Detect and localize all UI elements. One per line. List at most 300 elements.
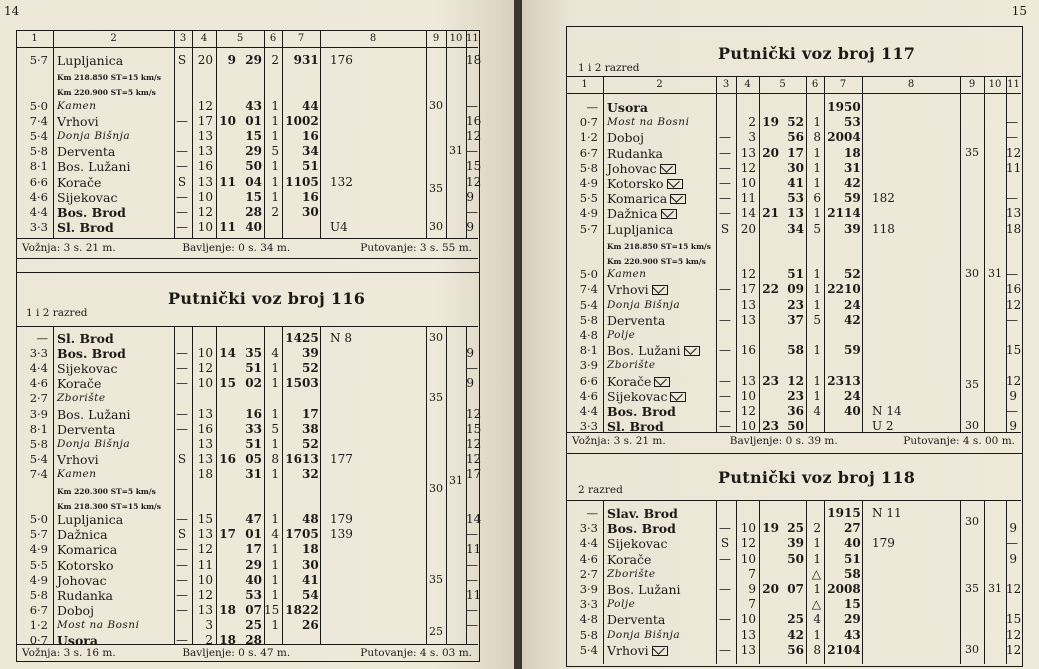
run-minutes: 7 <box>748 597 756 612</box>
departure-minutes: 44 <box>302 98 319 113</box>
arrival-minutes: 17 <box>245 542 262 557</box>
arrival-hour: 21 <box>762 206 779 221</box>
station-name: Most na Bosni <box>607 116 690 129</box>
stop-minutes: 1 <box>271 512 279 527</box>
arrival-minutes: 40 <box>245 220 262 235</box>
table-row <box>16 346 478 361</box>
km-value: 5·5 <box>579 191 598 206</box>
rule <box>16 238 478 239</box>
column-header-row <box>566 77 1021 94</box>
column-header: 4 <box>744 79 751 90</box>
column-11-value: — <box>466 98 478 113</box>
km-value: 0·7 <box>579 115 598 130</box>
station-name: Km 220.300 ST=5 km/s <box>57 487 156 496</box>
arrival-minutes: 40 <box>245 572 262 587</box>
class-code: — <box>176 144 188 159</box>
departure-minutes: 05 <box>302 527 319 542</box>
run-minutes: 13 <box>197 129 213 143</box>
station-name: Donja Bišnja <box>607 298 681 311</box>
run-minutes: 10 <box>740 419 756 434</box>
station-name: Korače <box>607 551 652 567</box>
column-11-value: 18 <box>466 53 482 67</box>
remark: 177 <box>330 451 353 466</box>
arrival-minutes: 23 <box>787 388 804 403</box>
arrival-hour: 22 <box>762 282 779 297</box>
table-row <box>566 206 1021 221</box>
column-11-value: — <box>1006 536 1018 551</box>
station-name: Kamen <box>57 467 97 480</box>
table-row <box>566 100 1021 115</box>
table-row <box>566 404 1021 419</box>
run-minutes: 12 <box>197 98 213 113</box>
table-row <box>16 174 482 190</box>
train-title: Putnički voz broj 116 <box>168 289 366 308</box>
column-11-value: — <box>466 602 478 617</box>
stop-minutes: 1 <box>271 189 279 204</box>
column-11-value: 13 <box>1006 206 1022 221</box>
departure-minutes: 25 <box>302 331 319 345</box>
table-row <box>16 113 482 129</box>
rule <box>16 644 478 645</box>
run-minutes: 10 <box>740 521 756 536</box>
stop-minutes: 1 <box>271 406 279 421</box>
km-value: 0·7 <box>29 633 48 647</box>
column-11-value: — <box>466 205 478 219</box>
station-name: Km 220.900 ST=5 km/s <box>57 88 156 98</box>
total-time: Putovanje: 4 s. 03 m. <box>360 647 472 659</box>
table-row <box>16 53 482 68</box>
arrival-minutes: 17 <box>787 145 804 160</box>
stop-minutes: 1 <box>271 617 279 632</box>
km-value: 4·4 <box>29 361 48 376</box>
run-minutes: 13 <box>740 627 756 642</box>
stop-minutes: △ <box>811 597 821 612</box>
table-row <box>16 587 482 603</box>
station-name: Doboj <box>607 130 644 146</box>
km-value: 3·3 <box>579 521 598 536</box>
arrival-minutes: 42 <box>787 627 804 642</box>
arrival-hour: 15 <box>219 376 236 391</box>
km-value: 5·7 <box>579 221 598 236</box>
km-value: 4·8 <box>579 612 598 627</box>
column-9-value: 30 <box>965 419 979 433</box>
page-number: 15 <box>1011 4 1027 18</box>
station-name: Dažnica <box>57 527 108 543</box>
table-row <box>566 612 1021 627</box>
column-9-value: 35 <box>429 391 443 405</box>
arrival-minutes: 25 <box>787 612 804 627</box>
column-11-value: 16 <box>1006 282 1022 297</box>
arrival-minutes: 50 <box>245 159 262 174</box>
km-value: 5·0 <box>29 98 48 113</box>
postal-envelope-icon <box>684 346 700 356</box>
run-minutes: 13 <box>740 373 756 388</box>
column-11-value: 9 <box>466 346 474 361</box>
class-code: S <box>177 174 187 189</box>
km-value: 5·8 <box>29 436 48 451</box>
stop-minutes: 1 <box>271 98 279 113</box>
stop-minutes: 1 <box>271 376 279 391</box>
table-row <box>566 536 1021 551</box>
run-minutes: 12 <box>740 160 756 175</box>
column-10-value: 31 <box>988 267 1002 281</box>
train-title: Putnički voz broj 117 <box>718 44 916 63</box>
table-row <box>16 159 482 175</box>
column-11-value: 12 <box>466 174 482 189</box>
column-9-value: 30 <box>965 267 979 281</box>
table-row <box>566 191 1021 206</box>
km-value: 5·4 <box>579 642 598 657</box>
arrival-minutes: 28 <box>245 633 262 647</box>
running-time: Vožnja: 3 s. 16 m. <box>22 647 116 659</box>
station-name: Donja Bišnja <box>57 437 131 450</box>
station-name: Bos. Lužani <box>57 406 131 422</box>
run-minutes: 13 <box>197 451 213 466</box>
stop-minutes: 2 <box>271 53 279 67</box>
km-value: 8·1 <box>29 159 48 174</box>
column-header: 5 <box>779 79 786 90</box>
departure-minutes: 13 <box>844 373 861 388</box>
stop-minutes: 1 <box>271 542 279 557</box>
arrival-minutes: 29 <box>245 53 262 67</box>
departure-minutes: 42 <box>844 312 861 327</box>
postal-envelope-icon <box>667 179 683 189</box>
stop-time: Bavljenje: 0 s. 39 m. <box>729 435 838 447</box>
station-name: Kamen <box>607 268 647 281</box>
station-name: Lupljanica <box>57 512 124 528</box>
class-code: S <box>720 536 730 551</box>
stop-minutes: 1 <box>813 343 821 358</box>
class-code: — <box>719 130 731 145</box>
station-name: Bos. Brod <box>57 205 126 220</box>
departure-minutes: 27 <box>844 521 861 536</box>
departure-minutes: 50 <box>844 100 861 114</box>
arrival-hour: 9 <box>227 53 236 67</box>
column-9-value: 35 <box>965 378 979 392</box>
departure-minutes: 24 <box>844 297 861 312</box>
departure-hour: 11 <box>285 174 302 189</box>
departure-minutes: 39 <box>844 221 861 236</box>
station-name: Vrhovi <box>607 643 668 658</box>
column-header: 2 <box>656 79 663 90</box>
column-11-value: 12 <box>1006 297 1022 312</box>
column-11-value: 9 <box>1009 551 1017 566</box>
column-9-value: 35 <box>965 145 979 159</box>
km-value: 4·4 <box>29 205 48 219</box>
arrival-minutes: 30 <box>787 160 804 175</box>
km-value: 4·6 <box>29 376 48 391</box>
km-value: 4·8 <box>579 328 598 342</box>
stop-minutes: 4 <box>813 404 821 418</box>
departure-minutes: 15 <box>844 506 861 520</box>
arrival-minutes: 36 <box>787 404 804 418</box>
arrival-hour: 11 <box>219 174 236 189</box>
stop-minutes: 8 <box>813 130 821 145</box>
station-name: Kamen <box>57 99 97 112</box>
arrival-hour: 10 <box>219 113 236 128</box>
departure-minutes: 52 <box>844 267 861 282</box>
km-value: 3·3 <box>29 346 48 361</box>
table-row <box>566 267 1021 282</box>
stop-minutes: 1 <box>813 267 821 282</box>
remark: N 14 <box>872 404 902 418</box>
km-value: 7·4 <box>29 113 48 128</box>
travel-time-summary <box>16 242 478 256</box>
km-value: 5·8 <box>579 160 598 175</box>
column-header: 7 <box>297 33 305 44</box>
km-value: 4·9 <box>29 542 48 557</box>
km-value: 6·7 <box>579 145 598 160</box>
station-name: Sl. Brod <box>57 331 114 346</box>
km-value: 4·9 <box>29 572 48 587</box>
departure-hour: 20 <box>827 582 844 596</box>
station-name: Sijekovac <box>607 536 668 552</box>
station-name: Polje <box>607 329 636 341</box>
arrival-minutes: 12 <box>787 373 804 388</box>
arrival-minutes: 31 <box>245 466 262 481</box>
class-code: — <box>176 346 188 361</box>
station-name: Komarica <box>607 191 686 206</box>
table-row <box>566 282 1021 297</box>
station-name: Km 218.850 ST=15 km/s <box>57 73 162 83</box>
column-11-value: 17 <box>466 466 482 481</box>
page-number: 14 <box>4 4 20 18</box>
class-code: — <box>719 551 731 566</box>
arrival-minutes: 34 <box>787 221 804 236</box>
arrival-minutes: 53 <box>245 587 262 602</box>
column-10-value: 31 <box>988 582 1002 595</box>
stop-minutes: 8 <box>271 451 279 466</box>
departure-minutes: 32 <box>302 466 319 481</box>
column-9-value: 30 <box>429 220 443 234</box>
arrival-minutes: 52 <box>787 115 804 130</box>
table-row <box>566 628 1021 643</box>
km-value: 5·8 <box>579 627 598 642</box>
km-value: 1·2 <box>29 617 48 632</box>
departure-hour: 18 <box>285 602 302 617</box>
run-minutes: 10 <box>197 572 213 587</box>
column-11-value: 15 <box>466 159 482 174</box>
arrival-hour: 18 <box>219 633 236 647</box>
station-name: Km 220.900 ST=5 km/s <box>607 257 706 266</box>
column-11-value: 11 <box>466 587 482 602</box>
arrival-minutes: 39 <box>787 536 804 551</box>
rule <box>566 432 1021 433</box>
remark: 182 <box>872 191 895 206</box>
stop-minutes: 5 <box>813 221 821 236</box>
column-11-value: — <box>1006 130 1018 145</box>
departure-minutes: 54 <box>302 587 319 602</box>
stop-minutes: 1 <box>813 373 821 388</box>
station-name: Rudanka <box>57 587 113 603</box>
stop-minutes: 1 <box>813 627 821 642</box>
km-value: 4·6 <box>579 551 598 566</box>
arrival-minutes: 01 <box>245 527 262 542</box>
stop-minutes: 1 <box>271 557 279 572</box>
stop-minutes: 8 <box>813 642 821 657</box>
table-row <box>16 99 478 114</box>
class-code: S <box>177 527 187 542</box>
class-code: — <box>176 542 188 557</box>
departure-minutes: 38 <box>302 421 319 436</box>
run-minutes: 16 <box>197 159 213 174</box>
class-code: — <box>176 159 188 174</box>
arrival-minutes: 07 <box>787 582 804 596</box>
column-9-value: 35 <box>429 182 443 196</box>
departure-minutes: 08 <box>844 582 861 596</box>
column-9-value: 25 <box>429 625 443 639</box>
arrival-minutes: 43 <box>245 98 262 113</box>
rule <box>566 500 1021 501</box>
table-row <box>16 436 482 452</box>
run-minutes: 13 <box>197 602 213 617</box>
station-name: Doboj <box>57 602 94 618</box>
km-value: 2·7 <box>579 566 598 581</box>
stop-minutes: 1 <box>813 582 821 596</box>
departure-hour: 17 <box>285 527 302 542</box>
table-row <box>566 176 1021 191</box>
column-11-value: 12 <box>1006 582 1022 596</box>
table-row <box>16 603 478 618</box>
arrival-minutes: 47 <box>245 512 262 527</box>
departure-hour: 21 <box>827 206 844 221</box>
run-minutes: 12 <box>197 587 213 602</box>
column-11-value: 16 <box>466 113 482 128</box>
arrival-minutes: 25 <box>245 617 262 632</box>
run-minutes: 13 <box>197 144 213 159</box>
column-11-value: — <box>1006 312 1018 327</box>
station-name: Bos. Brod <box>57 346 126 362</box>
km-value: 4·4 <box>579 404 598 418</box>
class-code: — <box>719 312 731 327</box>
stop-minutes: 15 <box>264 602 280 617</box>
km-value: 7·4 <box>579 282 598 297</box>
column-header: 10 <box>449 33 463 44</box>
station-name: Lupljanica <box>607 221 674 237</box>
table-row <box>566 252 1021 267</box>
station-name: Sijekovac <box>57 361 118 377</box>
arrival-minutes: 35 <box>245 346 262 361</box>
table-row <box>566 237 1021 252</box>
rule <box>16 326 478 327</box>
departure-hour: 16 <box>285 451 302 466</box>
column-9-value: 30 <box>429 331 443 344</box>
column-11-value: 15 <box>1006 343 1022 358</box>
km-value: 7·4 <box>29 466 48 481</box>
departure-minutes: 24 <box>844 388 861 403</box>
stop-minutes: 1 <box>271 361 279 376</box>
km-value: 3·3 <box>579 597 598 612</box>
station-name: Korače <box>57 174 102 190</box>
departure-minutes: 16 <box>302 189 319 204</box>
station-name: Zborište <box>607 567 656 580</box>
run-minutes: 12 <box>740 404 756 418</box>
column-11-value: 15 <box>1006 612 1022 627</box>
table-row <box>16 618 478 633</box>
class-code: S <box>177 451 187 466</box>
class-code: — <box>719 642 731 657</box>
column-11-value: 12 <box>1006 627 1022 642</box>
station-name: Most na Bosni <box>57 618 140 631</box>
column-11-value: — <box>1006 115 1018 130</box>
column-9-value: 30 <box>965 515 979 529</box>
run-minutes: 14 <box>740 206 756 221</box>
departure-minutes: 39 <box>302 346 319 361</box>
departure-minutes: 17 <box>302 406 319 421</box>
table-row <box>16 558 478 573</box>
table-row <box>16 205 478 220</box>
run-minutes: 11 <box>197 557 213 572</box>
run-minutes: 17 <box>740 282 756 297</box>
arrival-minutes: 15 <box>245 189 262 204</box>
departure-minutes: 03 <box>302 376 319 391</box>
departure-hour: 10 <box>285 113 302 128</box>
class-code: S <box>177 53 187 67</box>
station-name: Derventa <box>607 312 666 328</box>
class-code: — <box>719 388 731 403</box>
table-row <box>16 421 482 437</box>
departure-minutes: 31 <box>844 160 861 175</box>
arrival-minutes: 56 <box>787 130 804 145</box>
station-name: Kotorsko <box>607 176 683 191</box>
station-name: Sijekovac <box>607 389 686 404</box>
column-9-value: 30 <box>429 98 443 112</box>
remark: 179 <box>872 536 895 551</box>
departure-minutes: 48 <box>302 512 319 527</box>
departure-minutes: 31 <box>302 53 319 67</box>
run-minutes: 20 <box>740 221 756 236</box>
table-row <box>16 376 478 391</box>
run-minutes: 3 <box>748 130 756 145</box>
class-code: — <box>719 612 731 627</box>
table-row <box>16 220 478 235</box>
table-row <box>566 567 1021 582</box>
arrival-hour: 19 <box>762 521 779 536</box>
stop-minutes: 1 <box>271 174 279 189</box>
km-value: 8·1 <box>29 421 48 436</box>
arrival-minutes: 16 <box>245 406 262 421</box>
km-value: — <box>586 100 598 114</box>
departure-hour: 19 <box>827 100 844 114</box>
column-header: 6 <box>811 79 819 90</box>
km-value: 3·9 <box>579 358 598 373</box>
arrival-minutes: 05 <box>245 451 262 466</box>
class-code: — <box>719 160 731 175</box>
run-minutes: 2 <box>205 633 213 647</box>
arrival-minutes: 41 <box>787 176 804 190</box>
column-11-value: 11 <box>1006 160 1022 175</box>
column-11-value: 9 <box>466 376 474 391</box>
postal-envelope-icon <box>652 285 668 295</box>
km-value: 5·4 <box>579 297 598 312</box>
class-code: — <box>719 145 731 160</box>
train-class: 2 razred <box>578 484 623 496</box>
station-name: Bos. Lužani <box>57 159 131 175</box>
station-name: Bos. Brod <box>607 404 676 419</box>
class-code: — <box>719 419 731 434</box>
km-value: 5·8 <box>29 144 48 159</box>
column-11-value: — <box>466 527 478 542</box>
table-row <box>16 190 478 205</box>
departure-minutes: 14 <box>844 206 861 221</box>
arrival-minutes: 51 <box>245 361 262 376</box>
remark: N 8 <box>330 331 352 345</box>
run-minutes: 13 <box>740 642 756 657</box>
run-minutes: 16 <box>197 421 213 436</box>
class-code: — <box>719 176 731 190</box>
station-name: Donja Bišnja <box>607 628 681 641</box>
total-time: Putovanje: 4 s. 00 m. <box>903 435 1015 447</box>
